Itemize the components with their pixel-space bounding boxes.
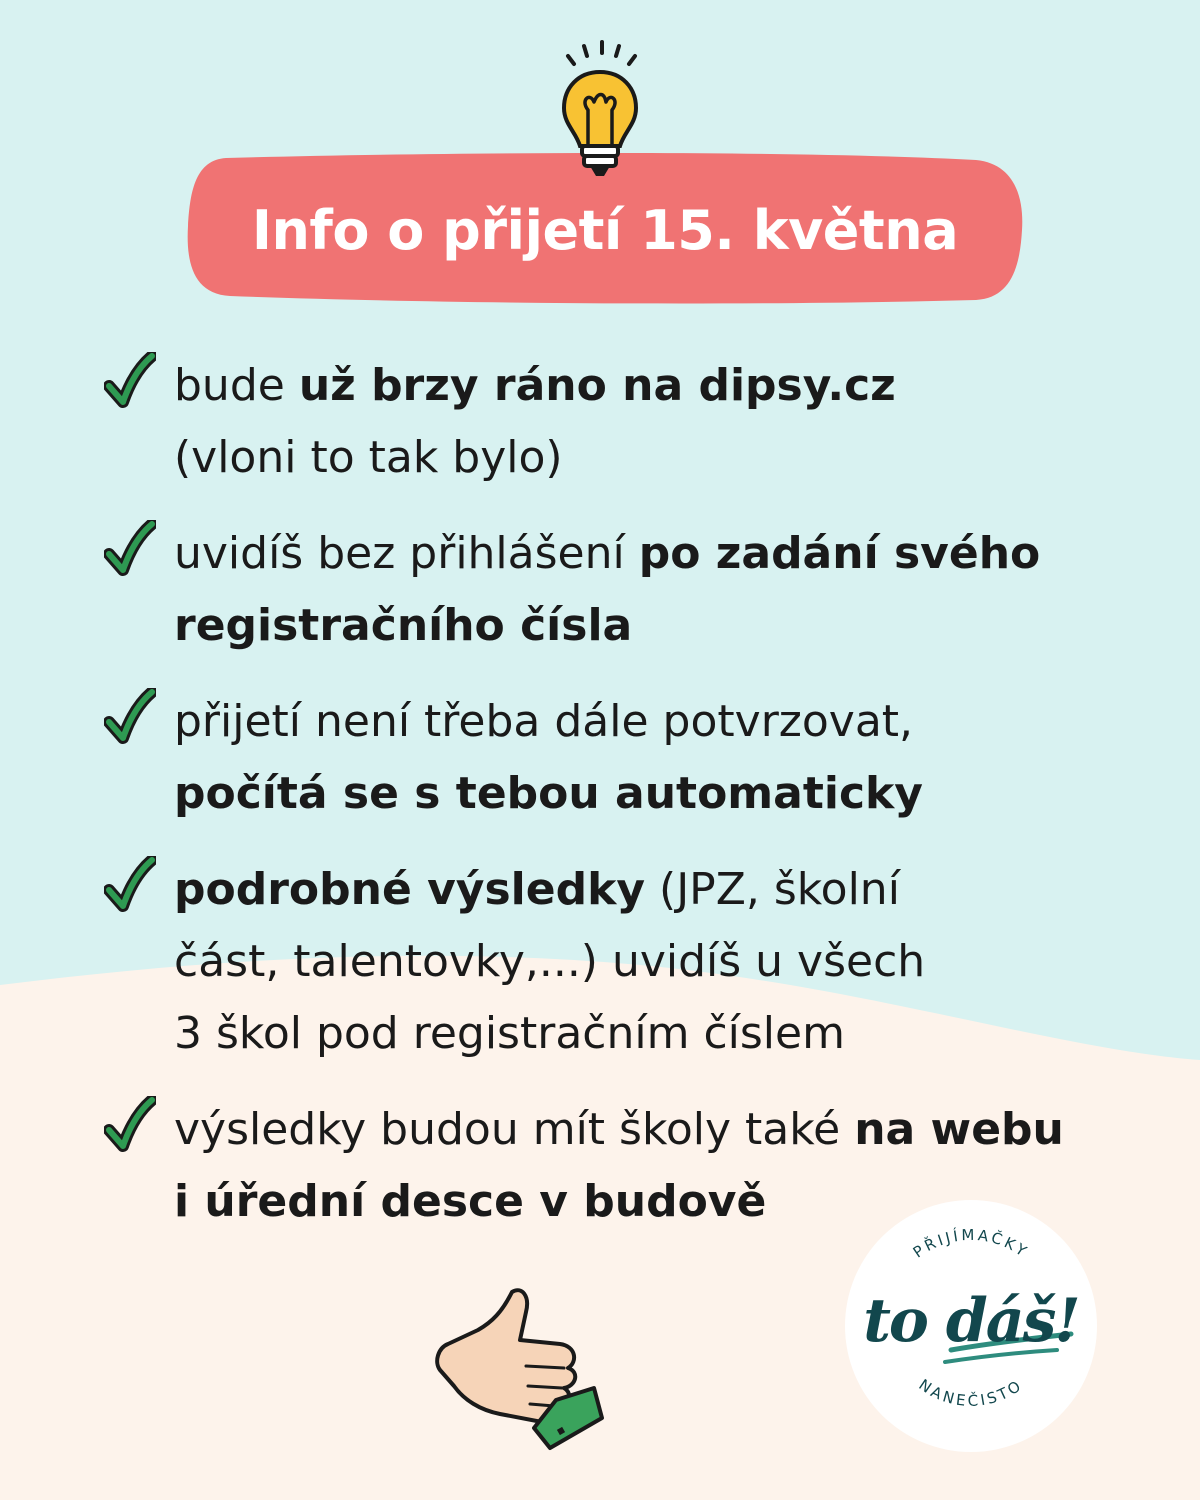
checkmark-icon bbox=[104, 856, 156, 916]
item-text-part: bude bbox=[174, 360, 299, 411]
svg-text:NANEČISTO bbox=[916, 1376, 1027, 1410]
svg-text:PŘIJÍMAČKY bbox=[910, 1226, 1033, 1262]
item-text-part: přijetí není třeba dále potvrzovat, bbox=[174, 696, 914, 747]
item-text-part: (JPZ, školní část, talentovky,...) uvidíš u všech 3 škol pod registračním číslem bbox=[174, 864, 926, 1059]
light-bulb-icon bbox=[548, 38, 652, 188]
list-item bbox=[100, 686, 1180, 830]
checkmark-icon bbox=[104, 520, 156, 580]
item-text-part-bold: počítá se s tebou automaticky bbox=[174, 768, 923, 819]
brand-logo bbox=[845, 1200, 1097, 1452]
item-text-part: výsledky budou mít školy také bbox=[174, 1104, 855, 1155]
checkmark-icon bbox=[104, 352, 156, 412]
item-text bbox=[174, 686, 1180, 830]
logo-main-text: to dáš! bbox=[863, 1286, 1079, 1356]
item-text-part-bold: po zadání svého registračního čísla bbox=[174, 528, 1041, 651]
logo-top-text: PŘIJÍMAČKY bbox=[909, 1225, 1033, 1262]
checkmark-icon bbox=[104, 688, 156, 748]
thumbs-up-icon bbox=[430, 1282, 608, 1462]
list-item bbox=[100, 518, 1180, 662]
item-text bbox=[174, 854, 1180, 1070]
item-text-part-bold: podrobné výsledky bbox=[174, 864, 646, 915]
item-text-part: uvidíš bez přihlášení bbox=[174, 528, 639, 579]
item-text bbox=[174, 518, 1180, 662]
list-item bbox=[100, 854, 1180, 1070]
item-text-part-bold: už brzy ráno na dipsy.cz bbox=[298, 360, 896, 411]
item-text bbox=[174, 350, 1180, 494]
item-text-part-bold: na webu i úřední desce v budově bbox=[174, 1104, 1064, 1227]
info-list bbox=[100, 350, 1180, 1262]
item-text-part: (vloni to tak bylo) bbox=[174, 432, 563, 483]
list-item bbox=[100, 350, 1180, 494]
page-title: Info o přijetí 15. května bbox=[251, 198, 959, 262]
checkmark-icon bbox=[104, 1096, 156, 1156]
logo-bottom-text: NANEČISTO bbox=[915, 1375, 1027, 1410]
